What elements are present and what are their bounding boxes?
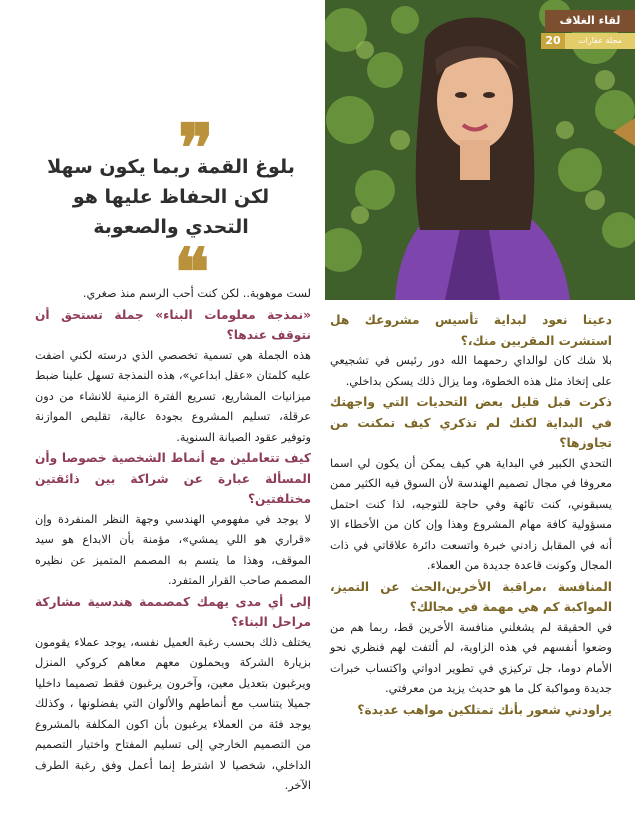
section-label: لقاء الغلاف	[545, 10, 635, 32]
page-number: 20	[541, 33, 565, 49]
interview-question: كيف تتعاملين مع أنماط الشخصية خصوصا وأن المسألة عبارة عن شراكة بين ذائقتين مختلفتين؟	[35, 451, 311, 506]
interview-answer: لست موهوبة.. لكن كنت أحب الرسم منذ صغري.	[82, 287, 311, 300]
pull-quote-line: بلوغ القمة ربما يكون سهلا	[47, 156, 295, 178]
interview-question: المنافسة ،مراقبة الأخرين،الحث عن التميز، المواكبة كم هي مهمة في مجالك؟	[330, 579, 612, 614]
pull-quote-line: لكن الحفاظ عليها هو	[72, 186, 270, 208]
interview-answer: لا يوجد في مفهومي الهندسي وجهة النظر المنفردة وإن «قراري هو اللي يمشي»، مؤمنة بأن الابداع هو سيد الموقف، وهذا ما يتسم به المصمم المتميز عن نظيره المصمم صاحب القرار المتفرد.	[35, 512, 311, 587]
interview-answer: التحدي الكبير في البداية هي كيف يمكن أن يكون لي اسما معروفا في مجال تصميم الهندسة لأن السوق فيه الكثير ممن يسبقوني، كنت تائهة وفي حاجة للتوجيه، لذا كنت احتمل مسؤولية كافة مهام المشروع وهذا وإن كان من الأخطاء الا أنه في المقابل زادني خبرة واتسعت دائرة علاقاتي في ذات المجال وكونت قاعدة جديدة من العملاء.	[330, 456, 612, 572]
pull-quote-line: التحدي والصعوبة	[93, 216, 249, 238]
quote-close-icon: ❝	[174, 233, 210, 311]
interview-answer: بلا شك كان لوالداي رحمهما الله دور رئيس في تشجيعي على إتخاذ مثل هذه الخطوة، وما يزال ذلك يسكن بداخلي.	[330, 354, 612, 388]
interview-question: ذكرت قبل قليل بعض التحديات التي واجهتك في البداية لكنك لم تذكري كيف تمكنت من تجاوزها؟	[330, 395, 612, 450]
left-column	[35, 284, 311, 797]
interview-question: دعينا نعود لبداية تأسيس مشروعك هل استشرت المقربين منك،؟	[330, 313, 612, 348]
interview-question: «نمذجة معلومات البناء» جملة تستحق أن نتوقف عندها؟	[35, 307, 311, 342]
magazine-label: مجلة عقارات	[565, 33, 635, 49]
interview-question: إلى أي مدى يهمك كمصممة هندسية مشاركة مراحل البناء؟	[35, 594, 311, 629]
interview-answer: هذه الجملة هي تسمية تخصصي الذي درسته لكني اضفت عليه كلمتان «عقل ابداعي»، هذه النمذجة تسهل علينا ضبط ميزانيات المشاريع، تسريع الفترة الزمنية للانشاء من دون عرقلة، تسليم المشروع بجودة عالية، تقليص الموازنة وتوفير عقود الصيانة السنوية.	[35, 348, 311, 444]
quote-open-icon: ❞	[178, 109, 214, 187]
interview-answer: يختلف ذلك بحسب رغبة العميل نفسه، يوجد عملاء يقومون بزيارة الشركة ويحملون معهم معاهم كروكي المنزل ويرغبون بتعديل معين، وآخرون يرغبون فقط تصميما داخليا جميلا يتناسب مع أنماطهم والألوان التي يفضلونها ، وكذلك يوجد فئة من العملاء يرغبون بأن اكون المكلفة بالمشروع من التصميم الخارجي إلى تسليم المفتاح واختيار التصميم الداخلي، شخصيا لا اشترط إنما أعمل وفق رغبة الطرف الآخر.	[35, 635, 311, 792]
interview-answer: في الحقيقة لم يشغلني منافسة الأخرين قط، ربما هم من وضعوا أنفسهم في هذه الزاوية، لم ألتفت لهم فنظري نحو الأمام دوما، جل تركيزي في تطوير ادواتي واكتساب خبرات جديدة ومواكبة كل ما هو حديث يزيد من معرفتي.	[330, 620, 612, 695]
right-column	[330, 310, 612, 720]
pull-quote	[40, 152, 302, 242]
interview-question: يراودني شعور بأنك تمتلكين مواهب عديدة؟	[357, 702, 612, 717]
